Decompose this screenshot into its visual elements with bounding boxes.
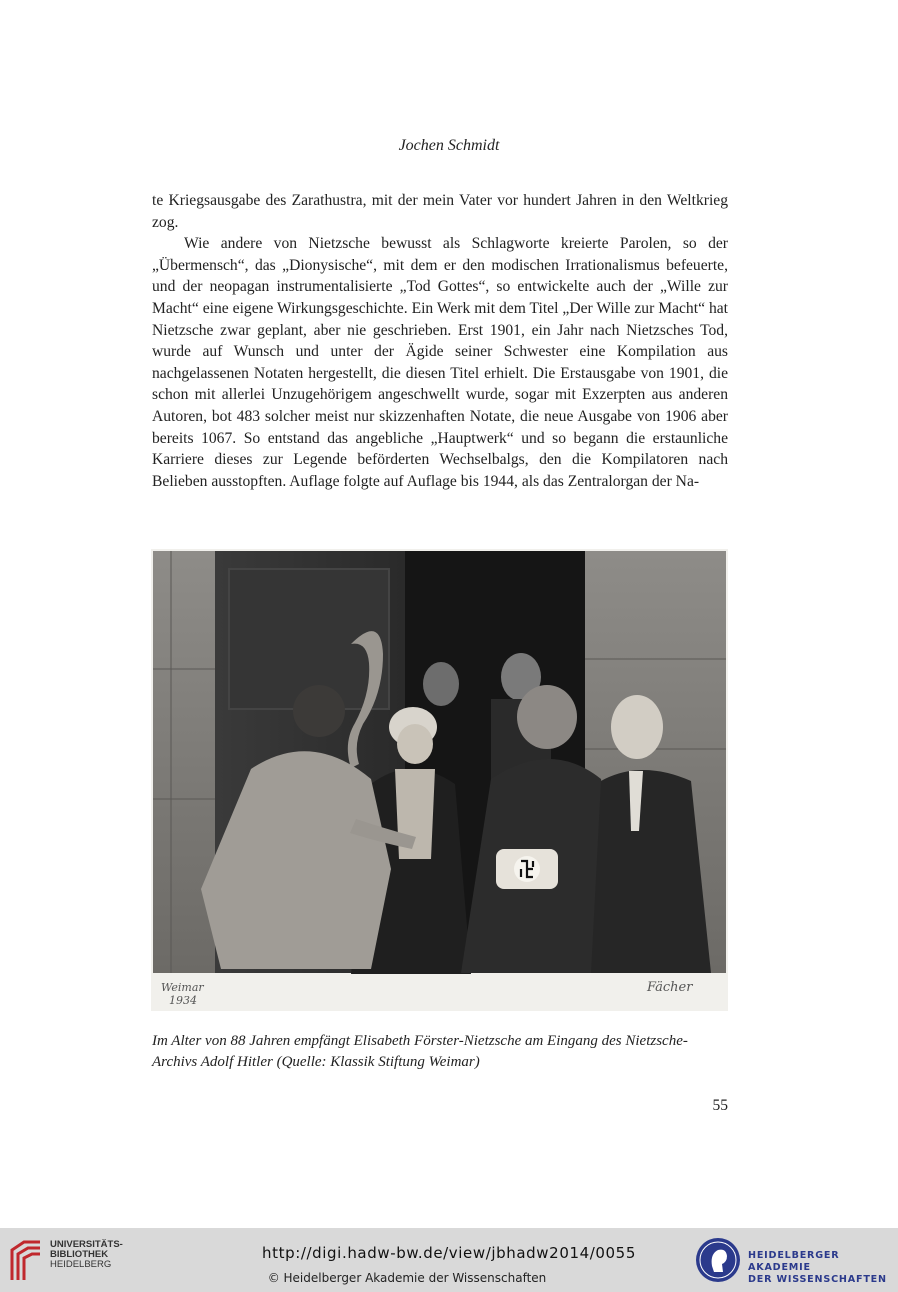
body-text — [152, 190, 728, 492]
paragraph-main: Wie andere von Nietzsche bewusst als Schlagworte kreierte Parolen, so der „Übermensch“, das „Dionysische“, mit dem er den modischen Irrationalismus befeuerte, und der neopagan instrumentalisierte „Tod Gottes“, so entwickelte auch der „Wille zur Macht“ eine eigene Wirkungsgeschichte. Ein Werk mit dem Titel „Der Wille zur Macht“ hat Nietzsche zwar geplant, aber nie geschrieben. Erst 1901, ein Jahr nach Nietzsches Tod, wurde auf Wunsch und unter der Ägide seiner Schwester eine Kompilation aus nachgelassenen Notaten hergestellt, die diesen Titel erhielt. Die Erstausgabe von 1901, die schon mit allerlei Unzugehörigem angeschwellt wurde, sogar mit Exzerpten aus anderen Autoren, bot 483 solcher meist nur skizzenhaften Notate, die neue Ausgabe von 1906 aber bereits 1067. So entstand das angebliche „Hauptwerk“ und so begann die erstaunliche Karriere dieses zur Legende beförderten Wechselbalgs, den die Kompilatoren nach Belieben ausstopften. Auflage folgte auf Auflage bis 1944, als das Zentralorgan der Na- — [152, 235, 728, 490]
hadw-emblem-icon — [694, 1236, 742, 1284]
hadw-logo-text: HEIDELBERGER AKADEMIE DER WISSENSCHAFTEN — [748, 1250, 887, 1285]
page-number: 55 — [712, 1097, 728, 1114]
paragraph-continuation: te Kriegsausgabe des Zarathustra, mit der mein Vater vor hundert Jahren in den Weltkrieg zog. — [152, 192, 728, 231]
permalink-url[interactable]: http://digi.hadw-bw.de/view/jbhadw2014/0055 — [262, 1244, 636, 1262]
running-head: Jochen Schmidt — [398, 137, 500, 154]
hadw-logo[interactable] — [694, 1236, 894, 1284]
historical-photograph — [151, 549, 728, 1011]
photographer-signature: Fächer — [647, 980, 693, 995]
handwritten-year: 1934 — [169, 994, 197, 1007]
figure-caption: Im Alter von 88 Jahren empfängt Elisabeth Förster-Nietzsche am Eingang des Nietzsche-Archivs Adolf Hitler (Quelle: Klassik Stiftung Weimar) — [152, 1033, 688, 1070]
handwritten-place: Weimar — [161, 981, 204, 994]
digitization-footer — [0, 1228, 898, 1292]
photo-illustration — [151, 549, 728, 1011]
ub-logo-text: UNIVERSITÄTS- BIBLIOTHEK HEIDELBERG — [50, 1239, 123, 1270]
copyright-notice: © Heidelberger Akademie der Wissenschaften — [267, 1271, 547, 1285]
